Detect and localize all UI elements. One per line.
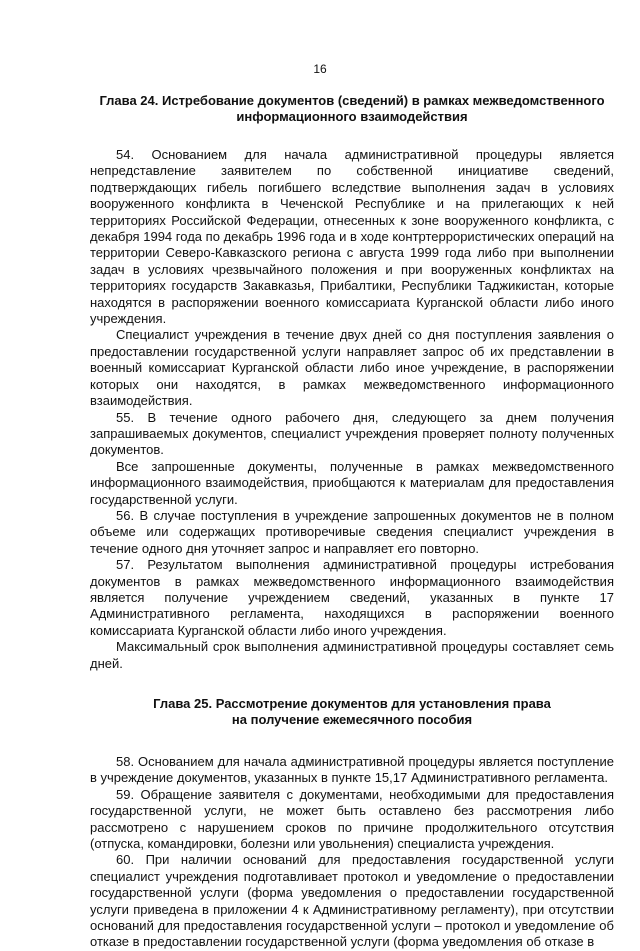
paragraph-59: 59. Обращение заявителя с документами, необходимыми для предоставления государственной услуги, не может быть оставлено без рассмотрения либо рассмотрено с нарушением сроков по причине продолжительного отсутствия (отпуска, командировки, болезни или увольнения) специалиста учреждения. — [90, 786, 614, 852]
paragraph-54-specialist: Специалист учреждения в течение двух дней со дня поступления заявления о предоставлении государственной услуги направляет запрос об их представлении в военный комиссариат Курганской области либо иное учреждение, в распоряжении которых они находятся, в рамках межведомственного информационного взаимодействия. — [90, 327, 614, 409]
paragraph-55: 55. В течение одного рабочего дня, следующего за днем получения запрашиваемых документов, специалист учреждения проверяет полноту полученных документов. — [90, 409, 614, 458]
chapter-25-title-line-2: на получение ежемесячного пособия — [231, 712, 473, 727]
document-body — [90, 93, 614, 951]
chapter-25-title-line-1: Глава 25. Рассмотрение документов для установления права — [153, 696, 551, 711]
chapter-25-title — [90, 696, 614, 728]
paragraph-60: 60. При наличии оснований для предоставления государственной услуги специалист учреждения подготавливает протокол и уведомление о предоставлении государственной услуги (форма уведомления о предоставлении государственной услуги приведена в приложении 4 к Административному регламенту), при отсутствии оснований для предоставления государственной услуги – протокол и уведомление об отказе в предоставлении государственной услуги (форма уведомления об отказе в — [90, 852, 614, 950]
page-number: 16 — [313, 62, 327, 76]
paragraph-54: 54. Основанием для начала административной процедуры является непредставление заявителем по собственной инициативе сведений, подтверждающих гибель погибшего вследствие выполнения задач в условиях вооруженного конфликта в Чеченской Республике и на прилегающих к ней территориях Российской Федерации, отнесенных к зоне вооруженного конфликта, с декабря 1994 года по декабрь 1996 года и в ходе контртеррористических операций на территории Северо-Кавказского региона с августа 1999 года либо при выполнении задач в условиях чрезвычайного положения и при вооруженных конфликтах на территориях государств Закавказья, Прибалтики, Республики Таджикистан, которые находятся в распоряжении военного комиссариата Курганской области либо иного учреждения. — [90, 147, 614, 327]
chapter-24-title-line-1: Глава 24. Истребование документов (сведений) в рамках межведомственного — [99, 93, 605, 108]
paragraph-57: 57. Результатом выполнения административной процедуры истребования документов в рамках межведомственного информационного взаимодействия является получение учреждением сведений, указанных в пункте 17 Административного регламента, находящихся в распоряжении военного комиссариата Курганской области либо иного учреждения. — [90, 557, 614, 638]
chapter-24-title-line-2: информационного взаимодействия — [236, 109, 468, 124]
paragraph-57-deadline: Максимальный срок выполнения административной процедуры составляет семь дней. — [90, 639, 614, 671]
paragraph-56: 56. В случае поступления в учреждение запрошенных документов не в полном объеме или содержащих противоречивые сведения специалист учреждения в течение одного дня уточняет запрос и направляет его повторно. — [90, 507, 614, 556]
paragraph-55-documents: Все запрошенные документы, полученные в рамках межведомственного информационного взаимодействия, приобщаются к материалам для предоставления государственной услуги. — [90, 458, 614, 507]
paragraph-58: 58. Основанием для начала административной процедуры является поступление в учреждение документов, указанных в пункте 15,17 Административного регламента. — [90, 754, 614, 786]
chapter-24-title — [90, 93, 614, 125]
